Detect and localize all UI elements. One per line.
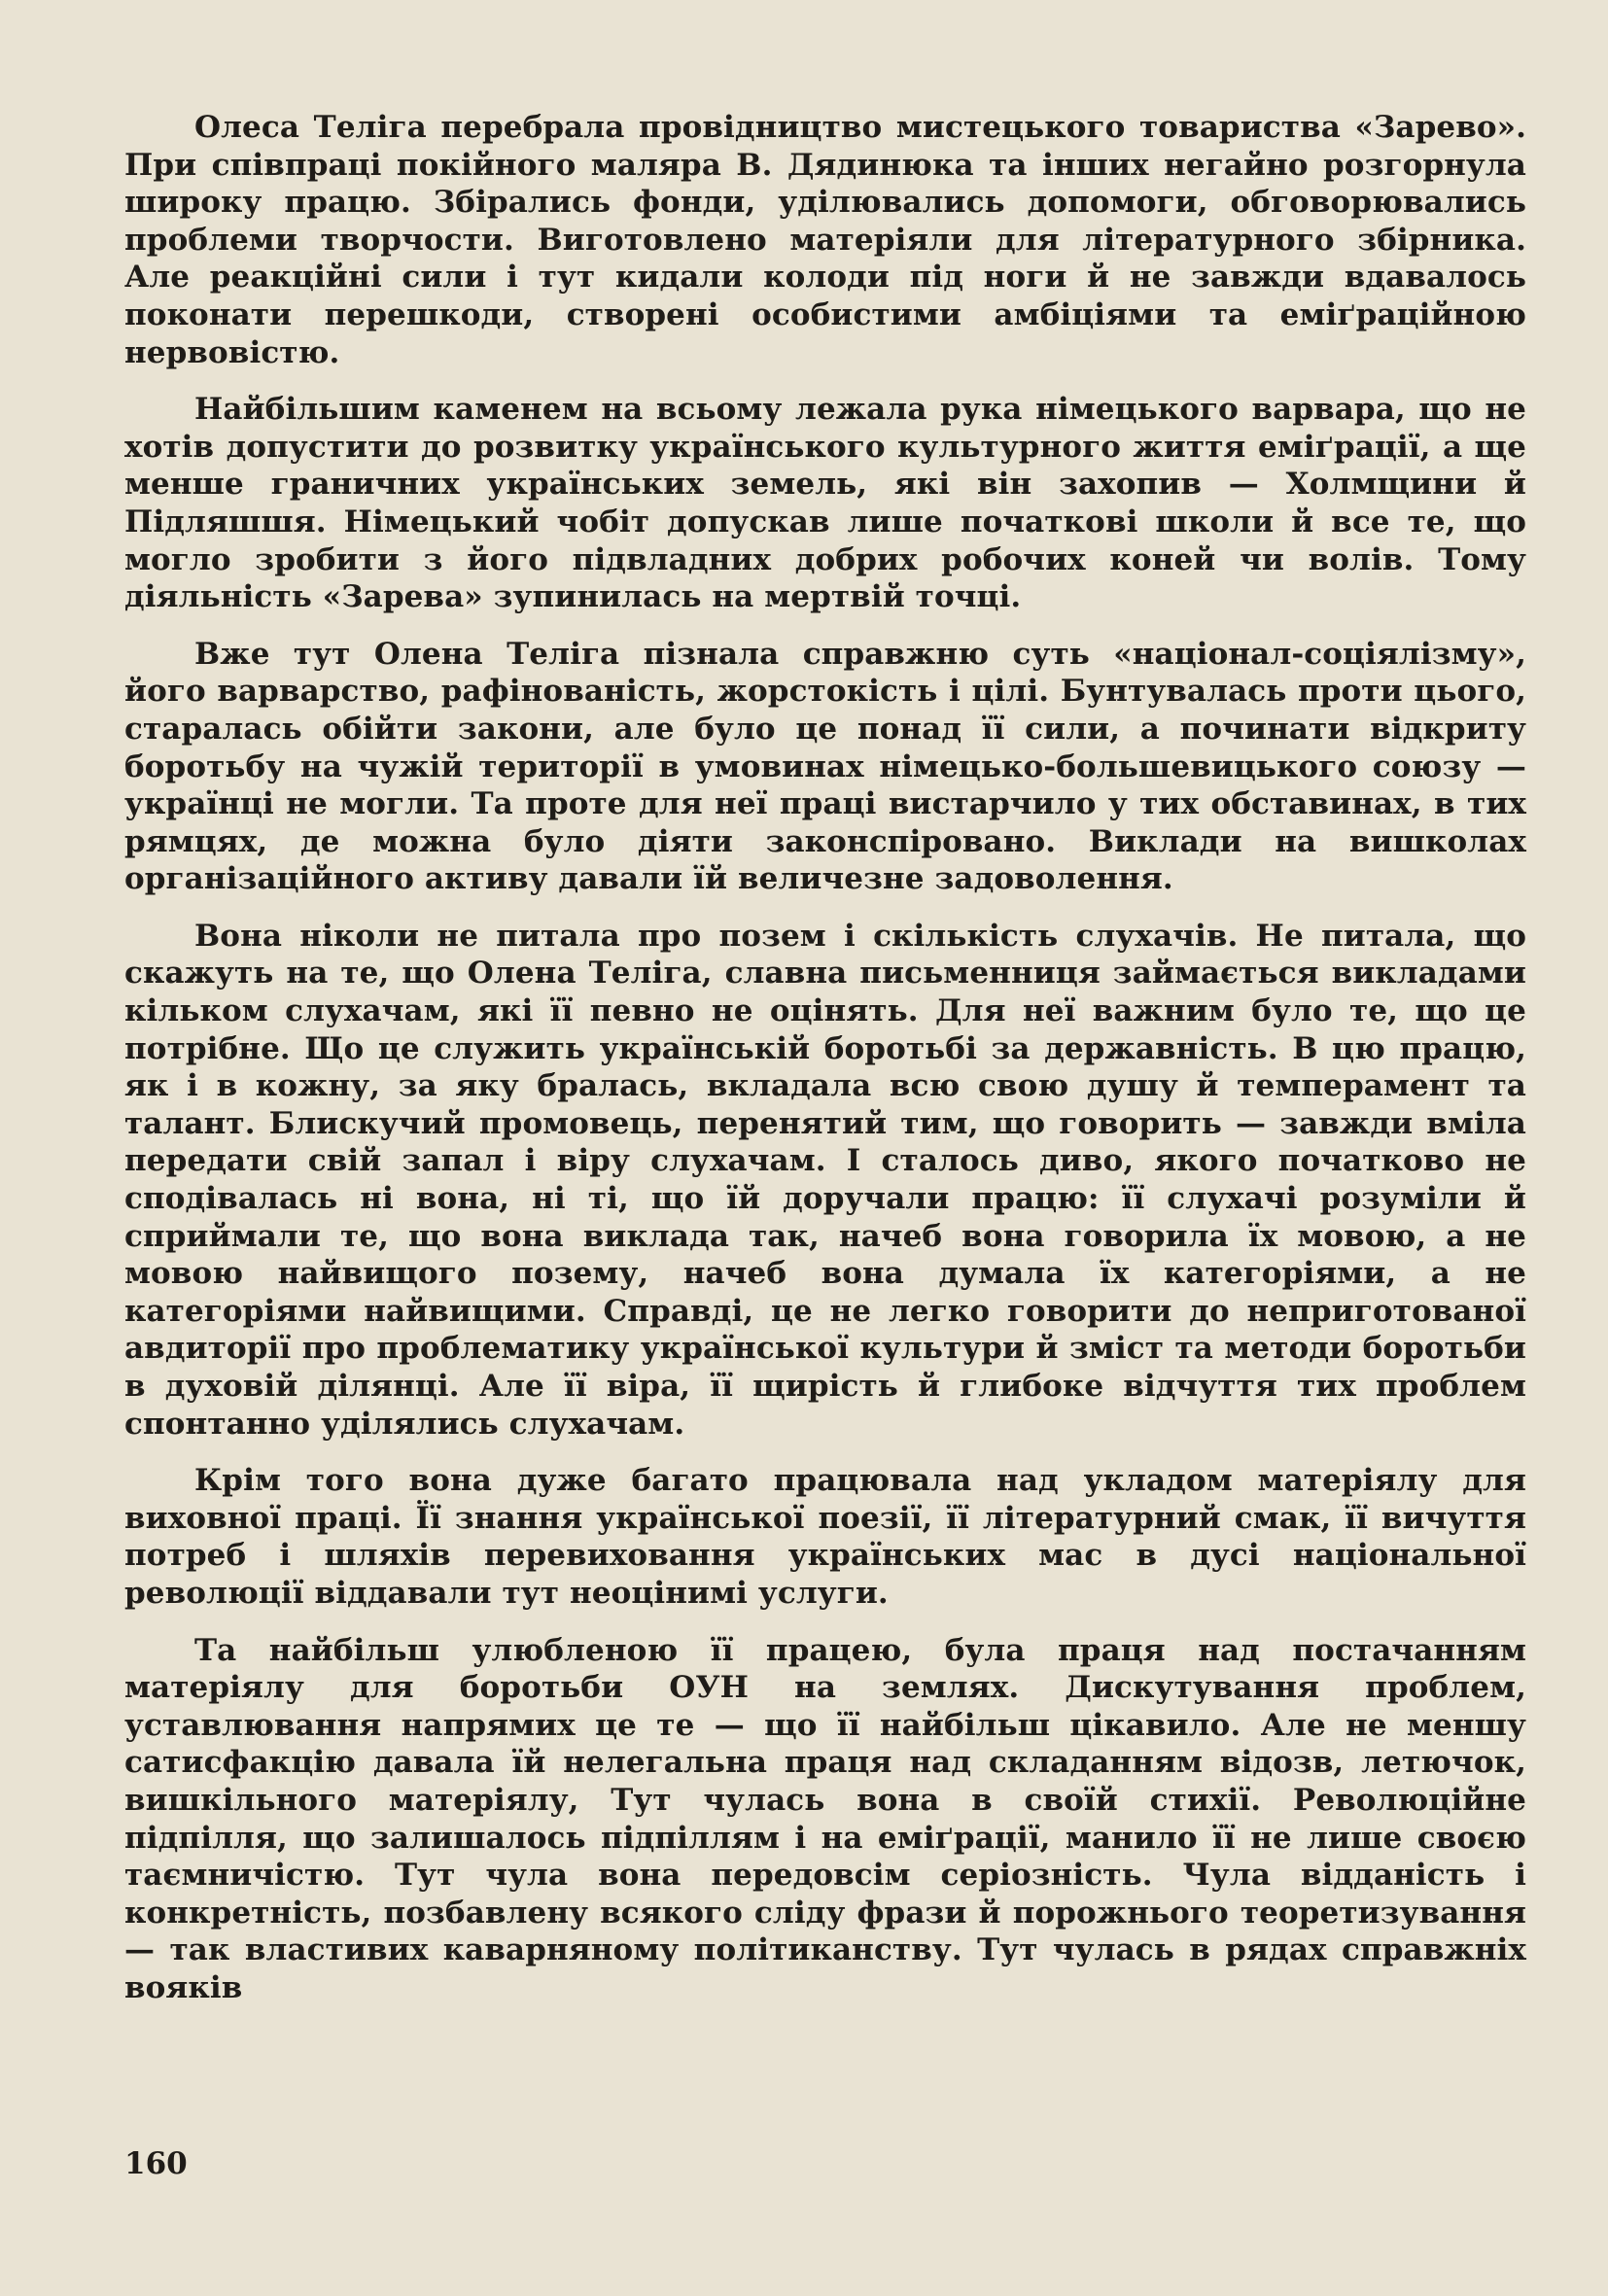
page-number: 160: [124, 2146, 188, 2181]
paragraph-2: Найбільшим каменем на всьому лежала рука німецького варвара, що не хотів допустити до розвитку українського культурного життя еміґрації, а ще менше граничних українських земель, які він захопив — Холмщини й Підляшшя. Німецький чобіт допускав лише початкові школи й все те, що могло зробити з його підвладних добрих робочих коней чи волів. Тому діяльність «Зарева» зупинилась на мертвій точці.: [124, 392, 1526, 615]
paragraph-1: Олеса Теліга перебрала провідництво мистецького товариства «Зарево». При співпраці покійного маляра В. Дядинюка та інших негайно розгорнула широку працю. Збірались фонди, уділювались допомоги, обговорювались проблеми творчости. Виготовлено матеріяли для літературного збірника. Але реакційні сили і тут кидали колоди під ноги й не завжди вдавалось поконати перешкоди, створені особистими амбіціями та еміґраційною нервовістю.: [124, 110, 1526, 370]
body-text: [124, 109, 1526, 2027]
paragraph-3: Вже тут Олена Теліга пізнала справжню суть «націонал-соціялізму», його варварство, рафінованість, жорстокість і цілі. Бунтувалась проти цього, старалась обійти закони, але було це понад її сили, а починати відкриту боротьбу на чужій території в умовинах німецько-большевицького союзу — українці не могли. Та проте для неї праці вистарчило у тих обставинах, в тих рямцях, де можна було діяти законспіровано. Виклади на вишколах організаційного активу давали їй величезне задоволення.: [124, 636, 1526, 897]
paragraph-5: Крім того вона дуже багато працювала над укладом матеріялу для виховної праці. Її знання української поезії, її літературний смак, її вичуття потреб і шляхів перевиховання українських мас в дусі національної революції віддавали тут неоцінимі услуги.: [124, 1463, 1526, 1611]
paragraph-6: Та найбільш улюбленою її працею, була праця над постачанням матеріялу для боротьби ОУН на землях. Дискутування проблем, уставлювання напрямих це те — що її найбільш цікавило. Але не меншу сатисфакцію давала їй нелегальна праця над складанням відозв, летючок, вишкільного матеріялу, Тут чулась вона в своїй стихії. Революційне підпілля, що залишалось підпіллям і на еміґрації, манило її не лише своєю таємничістю. Тут чула вона передовсім серіозність. Чула відданість і конкретність, позбавлену всякого сліду фрази й порожнього теоретизування — так властивих каварняному політиканству. Тут чулась в рядах справжніх вояків: [124, 1632, 1526, 2005]
paragraph-4: Вона ніколи не питала про позем і скількість слухачів. Не питала, що скажуть на те, що Олена Теліга, славна письменниця займається викладами кільком слухачам, які її певно не оцінять. Для неї важним було те, що це потрібне. Що це служить українській боротьбі за державність. В цю працю, як і в кожну, за яку бралась, вкладала всю свою душу й темперамент та талант. Блискучий промовець, перенятий тим, що говорить — завжди вміла передати свій запал і віру слухачам. І сталось диво, якого початково не сподівалась ні вона, ні ті, що їй доручали працю: її слухачі розуміли й сприймали те, що вона виклада так, начеб вона говорила їх мовою, а не мовою найвищого позему, начеб вона думала їх категоріями, а не категоріями найвищими. Справді, це не легко говорити до неприготованої авдиторії про проблематику української культури й зміст та методи боротьби в духовій ділянці. Але її віра, її щирість й глибоке відчуття тих проблем спонтанно уділялись слухачам.: [124, 918, 1526, 1442]
